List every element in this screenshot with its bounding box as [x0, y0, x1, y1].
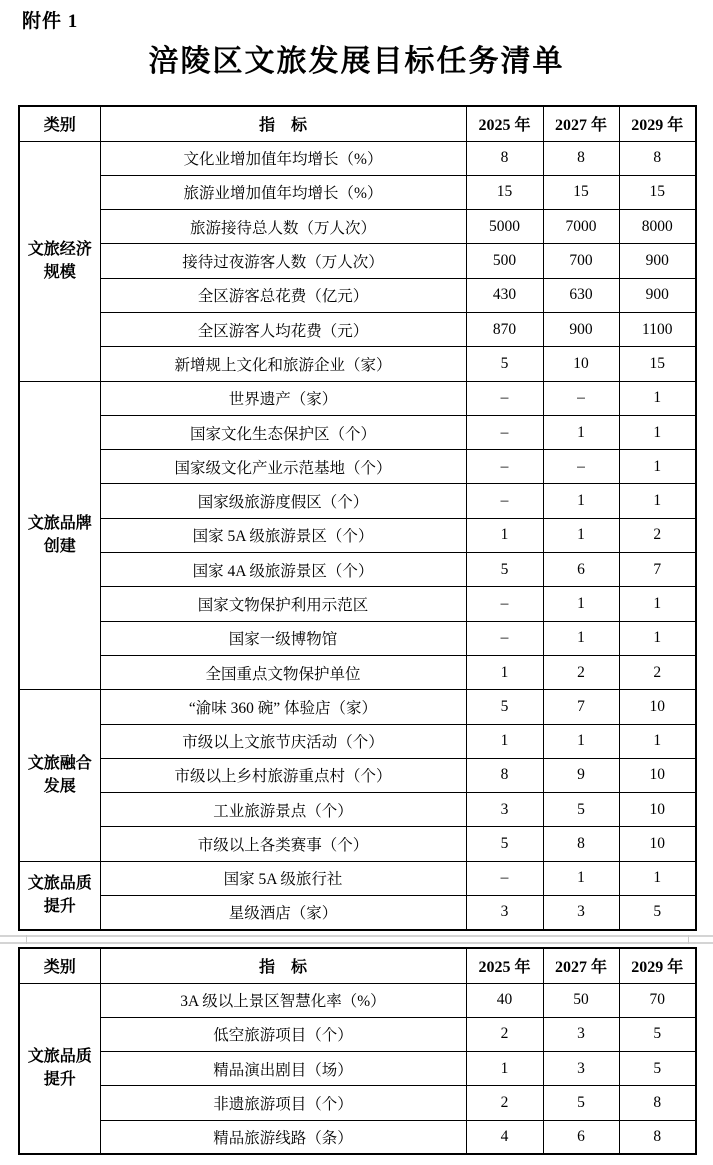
page-break-line-bottom [0, 942, 713, 944]
value-cell-2029: 15 [619, 347, 696, 381]
category-line: 文旅融合 [27, 755, 92, 773]
page-break-corner-left [26, 935, 27, 944]
indicator-cell: “渝味 360 碗” 体验店（家） [100, 690, 466, 724]
indicator-cell: 3A 级以上景区智慧化率（%） [100, 983, 466, 1017]
value-cell-2025: 1 [466, 518, 543, 552]
indicator-cell: 低空旅游项目（个） [100, 1017, 466, 1051]
value-cell-2029: 900 [619, 244, 696, 278]
page-title: 涪陵区文旅发展目标任务清单 [148, 45, 565, 78]
table-row [19, 210, 696, 244]
value-cell-2027: 1 [543, 518, 619, 552]
table-row [19, 758, 696, 792]
value-cell-2025: 870 [466, 312, 543, 346]
category-line: 提升 [43, 1071, 76, 1089]
indicator-cell: 旅游业增加值年均增长（%） [100, 175, 466, 209]
value-cell-2027: 2 [543, 655, 619, 689]
indicator-cell: 国家一级博物馆 [100, 621, 466, 655]
value-cell-2027: 1 [543, 484, 619, 518]
value-cell-2029: 8000 [619, 210, 696, 244]
targets-table-page1 [18, 105, 697, 931]
indicator-cell: 新增规上文化和旅游企业（家） [100, 347, 466, 381]
indicator-cell: 文化业增加值年均增长（%） [100, 141, 466, 175]
table-row [19, 983, 696, 1017]
value-cell-2027: 8 [543, 141, 619, 175]
value-cell-2025: 8 [466, 141, 543, 175]
indicator-cell: 国家 5A 级旅游景区（个） [100, 518, 466, 552]
table-row [19, 175, 696, 209]
value-cell-2025: 5000 [466, 210, 543, 244]
value-cell-2027: – [543, 381, 619, 415]
indicator-cell: 市级以上乡村旅游重点村（个） [100, 758, 466, 792]
value-cell-2025: 2 [466, 1017, 543, 1051]
value-cell-2025: – [466, 587, 543, 621]
value-cell-2027: 7 [543, 690, 619, 724]
page-break-corner-right [688, 935, 689, 944]
value-cell-2029: 15 [619, 175, 696, 209]
value-cell-2025: 2 [466, 1086, 543, 1120]
value-cell-2025: – [466, 861, 543, 895]
value-cell-2027: 5 [543, 1086, 619, 1120]
value-cell-2027: 630 [543, 278, 619, 312]
category-line: 规模 [43, 264, 76, 282]
value-cell-2025: 5 [466, 690, 543, 724]
value-cell-2029: 5 [619, 1017, 696, 1051]
header-cell-indicator: 指 标 [100, 948, 466, 983]
category-cell [19, 381, 100, 690]
value-cell-2027: 1 [543, 621, 619, 655]
value-cell-2025: 40 [466, 983, 543, 1017]
table-row [19, 484, 696, 518]
table-row [19, 1017, 696, 1051]
value-cell-2027: 10 [543, 347, 619, 381]
value-cell-2025: 1 [466, 724, 543, 758]
value-cell-2029: 1 [619, 587, 696, 621]
indicator-cell: 市级以上各类赛事（个） [100, 827, 466, 861]
category-cell [19, 861, 100, 930]
header-cell-year-2029: 2029 年 [619, 948, 696, 983]
value-cell-2029: 10 [619, 758, 696, 792]
value-cell-2025: 3 [466, 793, 543, 827]
indicator-cell: 国家级旅游度假区（个） [100, 484, 466, 518]
table-row [19, 415, 696, 449]
value-cell-2027: 1 [543, 724, 619, 758]
table-row [19, 518, 696, 552]
value-cell-2025: 5 [466, 553, 543, 587]
indicator-cell: 国家 5A 级旅行社 [100, 861, 466, 895]
value-cell-2027: 7000 [543, 210, 619, 244]
table-header-row [19, 106, 696, 141]
table-row [19, 655, 696, 689]
indicator-cell: 接待过夜游客人数（万人次） [100, 244, 466, 278]
indicator-cell: 全区游客总花费（亿元） [100, 278, 466, 312]
value-cell-2029: 7 [619, 553, 696, 587]
indicator-cell: 旅游接待总人数（万人次） [100, 210, 466, 244]
category-line: 文旅品质 [27, 1048, 92, 1066]
header-cell-year-2029: 2029 年 [619, 106, 696, 141]
header-cell-category: 类别 [19, 106, 100, 141]
table-row [19, 896, 696, 930]
table-row [19, 347, 696, 381]
header-cell-year-2027: 2027 年 [543, 106, 619, 141]
value-cell-2025: 500 [466, 244, 543, 278]
value-cell-2029: 5 [619, 1052, 696, 1086]
value-cell-2027: 900 [543, 312, 619, 346]
category-line: 文旅品牌 [27, 515, 92, 533]
table-row [19, 141, 696, 175]
value-cell-2027: 5 [543, 793, 619, 827]
value-cell-2025: – [466, 381, 543, 415]
table-row [19, 724, 696, 758]
value-cell-2027: 15 [543, 175, 619, 209]
table-row [19, 690, 696, 724]
value-cell-2029: 10 [619, 690, 696, 724]
indicator-cell: 工业旅游景点（个） [100, 793, 466, 827]
value-cell-2027: 1 [543, 861, 619, 895]
table-row [19, 381, 696, 415]
category-line: 文旅经济 [27, 240, 92, 258]
indicator-cell: 非遗旅游项目（个） [100, 1086, 466, 1120]
value-cell-2029: 1 [619, 724, 696, 758]
value-cell-2027: 9 [543, 758, 619, 792]
value-cell-2027: 6 [543, 1120, 619, 1154]
header-cell-year-2025: 2025 年 [466, 106, 543, 141]
table-row [19, 278, 696, 312]
value-cell-2027: 3 [543, 896, 619, 930]
category-cell [19, 690, 100, 861]
value-cell-2029: 1 [619, 484, 696, 518]
value-cell-2029: 900 [619, 278, 696, 312]
indicator-cell: 全区游客人均花费（元） [100, 312, 466, 346]
value-cell-2029: 8 [619, 141, 696, 175]
value-cell-2027: 6 [543, 553, 619, 587]
indicator-cell: 世界遗产（家） [100, 381, 466, 415]
indicator-cell: 国家文化生态保护区（个） [100, 415, 466, 449]
value-cell-2025: 5 [466, 347, 543, 381]
table-row [19, 861, 696, 895]
value-cell-2029: 10 [619, 793, 696, 827]
value-cell-2029: 8 [619, 1086, 696, 1120]
table-row [19, 312, 696, 346]
value-cell-2029: 1100 [619, 312, 696, 346]
value-cell-2029: 10 [619, 827, 696, 861]
value-cell-2029: 1 [619, 381, 696, 415]
table-row [19, 793, 696, 827]
header-cell-indicator: 指 标 [100, 106, 466, 141]
value-cell-2029: 1 [619, 861, 696, 895]
table-row [19, 1052, 696, 1086]
category-cell [19, 141, 100, 381]
table-row [19, 621, 696, 655]
indicator-cell: 国家级文化产业示范基地（个） [100, 450, 466, 484]
value-cell-2025: 3 [466, 896, 543, 930]
value-cell-2027: – [543, 450, 619, 484]
header-cell-year-2025: 2025 年 [466, 948, 543, 983]
indicator-cell: 精品旅游线路（条） [100, 1120, 466, 1154]
value-cell-2027: 1 [543, 587, 619, 621]
indicator-cell: 全国重点文物保护单位 [100, 655, 466, 689]
table-row [19, 1086, 696, 1120]
value-cell-2025: – [466, 450, 543, 484]
category-line: 提升 [43, 898, 76, 916]
value-cell-2027: 3 [543, 1052, 619, 1086]
value-cell-2027: 700 [543, 244, 619, 278]
value-cell-2029: 5 [619, 896, 696, 930]
value-cell-2029: 8 [619, 1120, 696, 1154]
indicator-cell: 市级以上文旅节庆活动（个） [100, 724, 466, 758]
value-cell-2025: 8 [466, 758, 543, 792]
targets-table-page2 [18, 947, 697, 1155]
value-cell-2029: 2 [619, 655, 696, 689]
table-row [19, 1120, 696, 1154]
value-cell-2027: 50 [543, 983, 619, 1017]
value-cell-2029: 1 [619, 621, 696, 655]
value-cell-2027: 1 [543, 415, 619, 449]
table-row [19, 553, 696, 587]
indicator-cell: 国家文物保护利用示范区 [100, 587, 466, 621]
indicator-cell: 国家 4A 级旅游景区（个） [100, 553, 466, 587]
category-line: 文旅品质 [27, 875, 92, 893]
value-cell-2029: 70 [619, 983, 696, 1017]
attachment-label: 附件 1 [22, 11, 79, 32]
value-cell-2025: 5 [466, 827, 543, 861]
value-cell-2025: 15 [466, 175, 543, 209]
value-cell-2025: 1 [466, 655, 543, 689]
value-cell-2029: 1 [619, 415, 696, 449]
category-line: 创建 [43, 538, 76, 556]
value-cell-2029: 2 [619, 518, 696, 552]
value-cell-2025: 430 [466, 278, 543, 312]
header-cell-year-2027: 2027 年 [543, 948, 619, 983]
table-row [19, 587, 696, 621]
value-cell-2025: – [466, 621, 543, 655]
table-row [19, 450, 696, 484]
value-cell-2025: – [466, 484, 543, 518]
table-row [19, 244, 696, 278]
indicator-cell: 星级酒店（家） [100, 896, 466, 930]
table-row [19, 827, 696, 861]
page-break-line-top [0, 935, 713, 937]
category-cell [19, 983, 100, 1154]
value-cell-2025: 4 [466, 1120, 543, 1154]
value-cell-2029: 1 [619, 450, 696, 484]
table-header-row [19, 948, 696, 983]
category-line: 发展 [43, 778, 76, 796]
value-cell-2027: 8 [543, 827, 619, 861]
header-cell-category: 类别 [19, 948, 100, 983]
indicator-cell: 精品演出剧目（场） [100, 1052, 466, 1086]
value-cell-2025: – [466, 415, 543, 449]
value-cell-2025: 1 [466, 1052, 543, 1086]
value-cell-2027: 3 [543, 1017, 619, 1051]
